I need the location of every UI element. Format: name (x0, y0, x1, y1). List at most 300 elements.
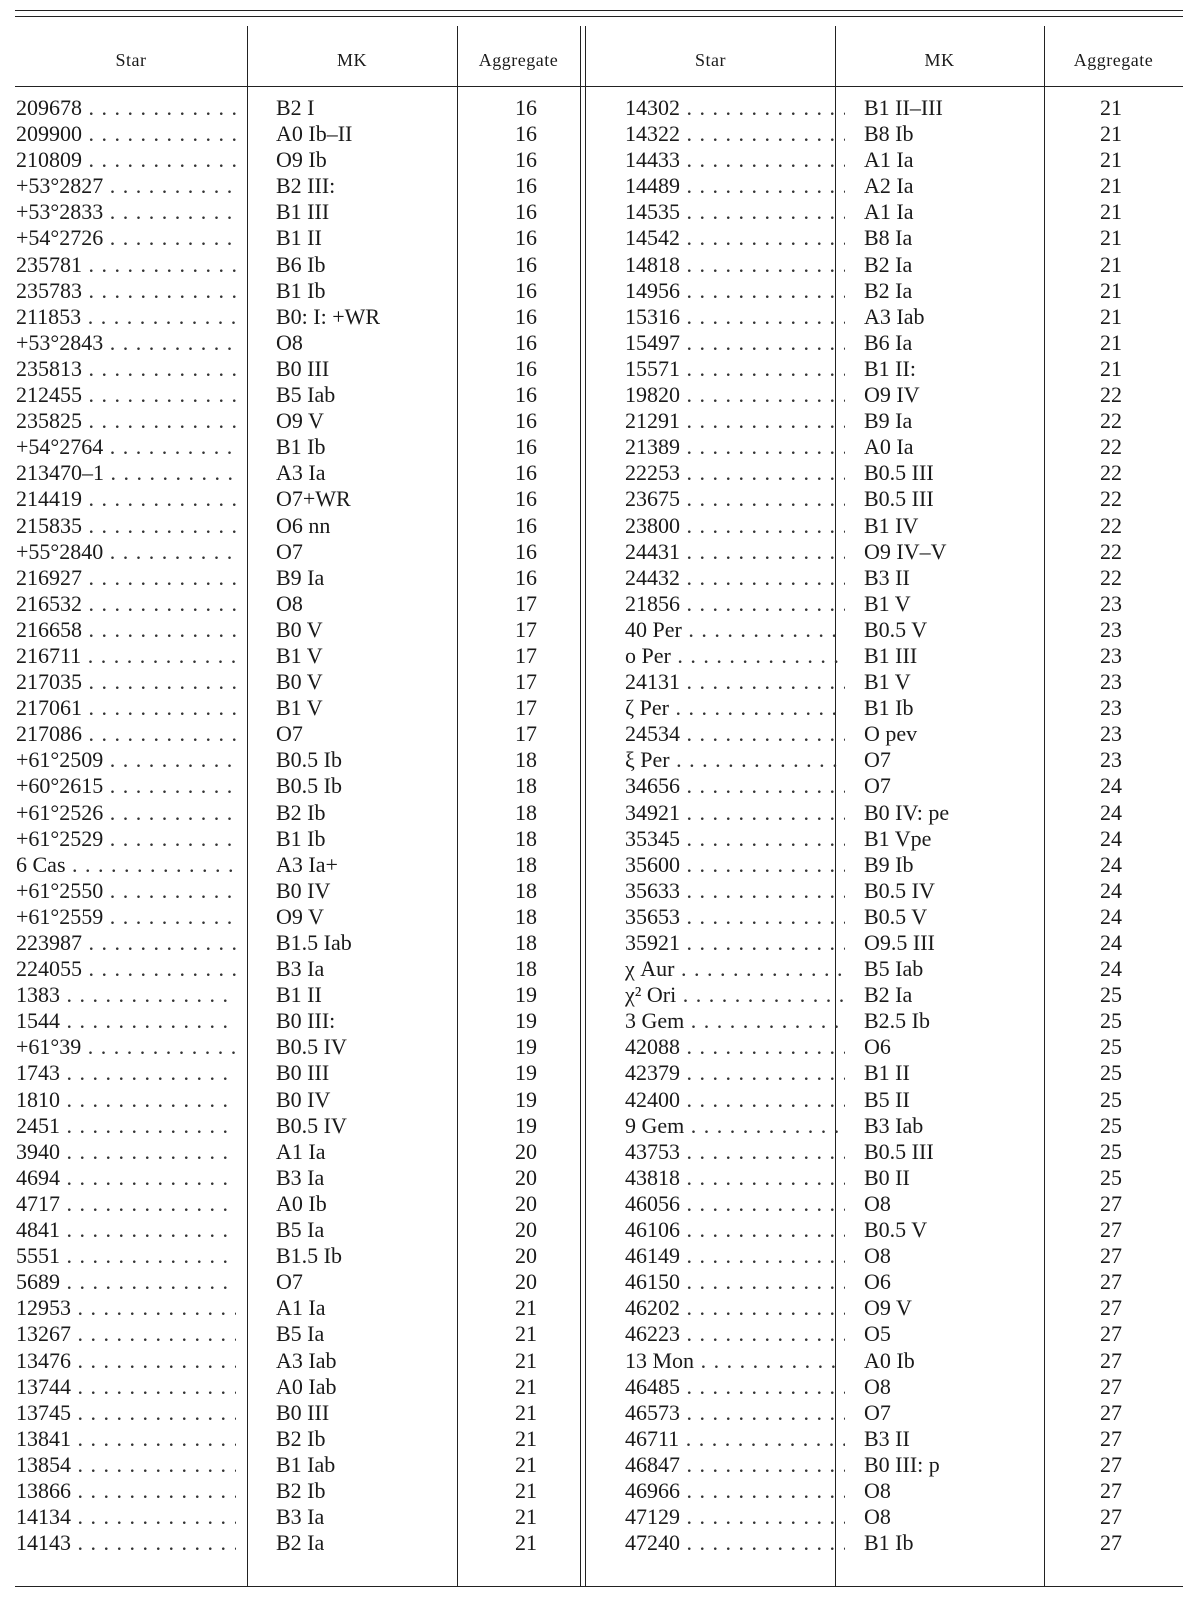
mk-cell: B1 III (864, 642, 918, 668)
mk-cell: B0 II (864, 1164, 910, 1190)
star-cell: 42379 . . . (625, 1060, 845, 1086)
mk-cell: O9 V (276, 903, 324, 929)
star-cell: 46847 . . . (625, 1452, 845, 1478)
mk-cell: B1 V (864, 590, 911, 616)
aggregate-cell: 27 (1100, 1373, 1122, 1399)
aggregate-cell: 25 (1100, 1060, 1122, 1086)
aggregate-cell: 21 (1100, 277, 1122, 303)
mk-cell: B3 Iab (864, 1112, 924, 1138)
header-aggregate-right: Aggregate (1073, 50, 1154, 70)
right-aggregate-column (1065, 95, 1122, 1556)
mk-cell: B0.5 III (864, 460, 934, 486)
aggregate-cell: 24 (1100, 930, 1122, 955)
star-cell: 47240 . . . (625, 1530, 845, 1556)
aggregate-cell: 21 (515, 1504, 537, 1530)
mk-cell: B1 V (864, 669, 911, 695)
star-cell: 15497 . . . (625, 330, 845, 356)
aggregate-cell: 27 (1100, 1295, 1122, 1321)
top-rule-inner (15, 16, 1183, 17)
aggregate-cell: 24 (1100, 825, 1122, 851)
aggregate-cell: 27 (1100, 1425, 1122, 1451)
star-cell: 13745 . . . (16, 1400, 236, 1426)
mk-cell: B0 III: (276, 1008, 336, 1034)
aggregate-cell: 24 (1100, 851, 1122, 877)
mk-cell: B2 I (276, 95, 315, 120)
mk-cell: B9 Ia (864, 408, 913, 434)
aggregate-cell: 16 (515, 355, 537, 381)
aggregate-cell: 23 (1100, 590, 1122, 616)
aggregate-cell: 24 (1100, 773, 1122, 799)
mk-cell: B1.5 Ib (276, 1243, 342, 1269)
aggregate-cell: 25 (1100, 1034, 1122, 1060)
aggregate-cell: 21 (515, 1347, 537, 1373)
star-cell: 46106 . . . (625, 1217, 845, 1243)
aggregate-cell: 21 (1100, 199, 1122, 225)
star-cell: 216711 . . . (16, 643, 236, 669)
mk-cell: B3 Ia (276, 1164, 325, 1190)
star-cell: 46150 . . . (625, 1269, 845, 1295)
aggregate-cell: 27 (1100, 1190, 1122, 1216)
star-cell: 24431 . . . (625, 539, 845, 565)
aggregate-cell: 18 (515, 773, 537, 799)
mk-cell: A1 Ia (864, 199, 914, 225)
mk-cell: B6 Ia (864, 329, 913, 355)
aggregate-cell: 16 (515, 121, 537, 147)
aggregate-cell: 25 (1100, 1138, 1122, 1164)
aggregate-cell: 20 (515, 1217, 537, 1243)
star-cell: 46149 . . . (625, 1243, 845, 1269)
mk-cell: B1 II: (864, 355, 916, 381)
star-cell: 1383 . . . (16, 982, 236, 1008)
mk-cell: O8 (864, 1477, 891, 1503)
star-cell: +61°2559 . . . (16, 904, 236, 930)
aggregate-cell: 21 (515, 1425, 537, 1451)
header-rule (15, 86, 1183, 87)
star-cell: 1810 . . . (16, 1087, 236, 1113)
aggregate-cell: 16 (515, 408, 537, 434)
aggregate-cell: 19 (515, 1008, 537, 1034)
header-mk-right: MK (924, 50, 955, 70)
star-cell: 21856 . . . (625, 591, 845, 617)
mk-cell: B5 Ia (276, 1321, 325, 1347)
aggregate-cell: 18 (515, 930, 537, 955)
aggregate-cell: 16 (515, 303, 537, 329)
aggregate-cell: 22 (1100, 486, 1122, 512)
mk-cell: O7 (276, 538, 303, 564)
star-cell: 13267 . . . (16, 1321, 236, 1347)
mk-cell: O8 (276, 329, 303, 355)
aggregate-cell: 21 (1100, 173, 1122, 199)
mk-cell: B0 IV (276, 1086, 331, 1112)
mk-cell: B5 Ia (276, 1217, 325, 1243)
left-mk-column (276, 95, 456, 1556)
aggregate-cell: 27 (1100, 1399, 1122, 1425)
aggregate-cell: 21 (515, 1530, 537, 1556)
star-cell: +61°39 . . . (16, 1034, 236, 1060)
star-cell: 235825 . . . (16, 408, 236, 434)
mk-cell: B8 Ib (864, 121, 914, 147)
aggregate-cell: 27 (1100, 1321, 1122, 1347)
aggregate-cell: 21 (515, 1373, 537, 1399)
aggregate-cell: 21 (1100, 225, 1122, 251)
star-cell: 21389 . . . (625, 434, 845, 460)
aggregate-cell: 27 (1100, 1451, 1122, 1477)
mk-cell: B0.5 III (864, 486, 934, 512)
aggregate-cell: 20 (515, 1243, 537, 1269)
header-mk-left: MK (336, 50, 367, 70)
mk-cell: B2.5 Ib (864, 1008, 930, 1034)
aggregate-cell: 21 (1100, 121, 1122, 147)
mk-cell: A0 Ib–II (276, 121, 353, 147)
mk-cell: O7+WR (276, 486, 351, 512)
mk-cell: B0 IV: pe (864, 799, 950, 825)
star-cell: 46056 . . . (625, 1191, 845, 1217)
aggregate-cell: 22 (1100, 512, 1122, 538)
mk-cell: B2 Ib (276, 1425, 326, 1451)
aggregate-cell: 21 (515, 1321, 537, 1347)
star-cell: 42400 . . . (625, 1087, 845, 1113)
star-cell: +54°2726 . . . (16, 225, 236, 251)
star-cell: 214419 . . . (16, 486, 236, 512)
mk-cell: O8 (864, 1190, 891, 1216)
star-cell: 217086 . . . (16, 721, 236, 747)
bottom-rule (15, 1586, 1183, 1587)
aggregate-cell: 24 (1100, 903, 1122, 929)
star-cell: 14542 . . . (625, 225, 845, 251)
star-cell: 43818 . . . (625, 1165, 845, 1191)
aggregate-cell: 17 (515, 695, 537, 721)
star-cell: 47129 . . . (625, 1504, 845, 1530)
right-star-column (625, 95, 830, 1556)
star-cell: +61°2529 . . . (16, 826, 236, 852)
aggregate-cell: 16 (515, 95, 537, 120)
mk-cell: B8 Ia (864, 225, 913, 251)
star-cell: 23675 . . . (625, 486, 845, 512)
mk-cell: B1 II (276, 982, 322, 1008)
star-cell: 216532 . . . (16, 591, 236, 617)
star-cell: 211853 . . . (16, 304, 236, 330)
star-cell: 23800 . . . (625, 513, 845, 539)
mk-cell: B0 V (276, 616, 323, 642)
star-cell: 5551 . . . (16, 1243, 236, 1269)
mk-cell: B0.5 V (864, 903, 928, 929)
mk-cell: O9 V (276, 408, 324, 434)
header-aggregate-left: Aggregate (478, 50, 559, 70)
aggregate-cell: 21 (1100, 95, 1122, 120)
mk-cell: B0.5 IV (276, 1034, 347, 1060)
mk-cell: O6 nn (276, 512, 331, 538)
aggregate-cell: 22 (1100, 564, 1122, 590)
aggregate-cell: 24 (1100, 956, 1122, 982)
column-divider (247, 26, 248, 1586)
mk-cell: B0 III: p (864, 1451, 940, 1477)
top-rule (15, 10, 1183, 11)
mk-cell: B2 Ia (864, 277, 913, 303)
star-cell: 46223 . . . (625, 1321, 845, 1347)
left-star-column (16, 95, 241, 1556)
mk-cell: A1 Ia (864, 147, 914, 173)
mk-cell: B1 II (276, 225, 322, 251)
aggregate-cell: 16 (515, 486, 537, 512)
star-cell: 224055 . . . (16, 956, 236, 982)
mk-cell: A1 Ia (276, 1138, 326, 1164)
mk-cell: B0.5 IV (276, 1112, 347, 1138)
mk-cell: B3 Ia (276, 1504, 325, 1530)
mk-cell: B2 III: (276, 173, 336, 199)
mk-cell: B2 Ia (864, 982, 913, 1008)
star-cell: ξ Per . . . (625, 747, 845, 773)
aggregate-cell: 19 (515, 1034, 537, 1060)
star-cell: 24432 . . . (625, 565, 845, 591)
star-cell: 46485 . . . (625, 1374, 845, 1400)
star-cell: 9 Gem . . . (625, 1113, 845, 1139)
header-star-left: Star (115, 50, 147, 70)
mk-cell: O7 (864, 773, 891, 799)
mk-cell: B0.5 Ib (276, 747, 342, 773)
aggregate-cell: 23 (1100, 669, 1122, 695)
mk-cell: O7 (864, 1399, 891, 1425)
star-cell: 235781 . . . (16, 252, 236, 278)
mk-cell: B1 II–III (864, 95, 943, 120)
mk-cell: A3 Iab (276, 1347, 337, 1373)
aggregate-cell: 17 (515, 669, 537, 695)
star-cell: 35653 . . . (625, 904, 845, 930)
star-cell: 4694 . . . (16, 1165, 236, 1191)
star-cell: 14535 . . . (625, 199, 845, 225)
aggregate-cell: 16 (515, 382, 537, 408)
star-cell: 217061 . . . (16, 695, 236, 721)
aggregate-cell: 21 (515, 1451, 537, 1477)
aggregate-cell: 17 (515, 642, 537, 668)
mk-cell: O8 (864, 1373, 891, 1399)
star-cell: 235813 . . . (16, 356, 236, 382)
aggregate-cell: 22 (1100, 434, 1122, 460)
star-cell: +55°2840 . . . (16, 539, 236, 565)
star-cell: 4717 . . . (16, 1191, 236, 1217)
star-cell: 22253 . . . (625, 460, 845, 486)
star-cell: 5689 . . . (16, 1269, 236, 1295)
aggregate-cell: 27 (1100, 1243, 1122, 1269)
star-cell: 2451 . . . (16, 1113, 236, 1139)
mk-cell: O7 (276, 721, 303, 747)
star-cell: 12953 . . . (16, 1295, 236, 1321)
aggregate-cell: 21 (1100, 355, 1122, 381)
mk-cell: B2 Ia (864, 251, 913, 277)
star-cell: ζ Per . . . (625, 695, 845, 721)
star-cell: 209678 . . . (16, 95, 236, 121)
mk-cell: O9 Ib (276, 147, 327, 173)
mk-cell: O5 (864, 1321, 891, 1347)
mk-cell: B1 V (276, 642, 323, 668)
mk-cell: B5 Iab (864, 956, 924, 982)
column-divider (457, 26, 458, 1586)
aggregate-cell: 16 (515, 199, 537, 225)
star-cell: χ Aur . . . (625, 956, 845, 982)
mk-cell: B0 V (276, 669, 323, 695)
mk-cell: A0 Iab (276, 1373, 337, 1399)
aggregate-cell: 19 (515, 1112, 537, 1138)
mk-cell: O7 (276, 1269, 303, 1295)
star-cell: 24131 . . . (625, 669, 845, 695)
mk-cell: B1 Ib (276, 434, 326, 460)
mk-cell: O9 V (864, 1295, 912, 1321)
aggregate-cell: 25 (1100, 1112, 1122, 1138)
mk-cell: B0.5 IV (864, 877, 935, 903)
mk-cell: B9 Ib (864, 851, 914, 877)
aggregate-cell: 21 (1100, 147, 1122, 173)
aggregate-cell: 27 (1100, 1477, 1122, 1503)
mk-cell: B6 Ib (276, 251, 326, 277)
aggregate-cell: 24 (1100, 877, 1122, 903)
aggregate-cell: 23 (1100, 721, 1122, 747)
aggregate-cell: 17 (515, 590, 537, 616)
aggregate-cell: 17 (515, 616, 537, 642)
aggregate-cell: 18 (515, 956, 537, 982)
mk-cell: B1 Ib (864, 1530, 914, 1556)
star-cell: 3940 . . . (16, 1139, 236, 1165)
mk-cell: B0.5 III (864, 1138, 934, 1164)
aggregate-cell: 21 (1100, 303, 1122, 329)
star-cell: 24534 . . . (625, 721, 845, 747)
star-cell: 13476 . . . (16, 1348, 236, 1374)
aggregate-cell: 27 (1100, 1530, 1122, 1556)
star-cell: 46573 . . . (625, 1400, 845, 1426)
aggregate-cell: 20 (515, 1164, 537, 1190)
aggregate-cell: 18 (515, 825, 537, 851)
right-mk-column (864, 95, 1042, 1556)
mk-cell: B3 Ia (276, 956, 325, 982)
aggregate-cell: 25 (1100, 1008, 1122, 1034)
star-cell: 235783 . . . (16, 278, 236, 304)
column-divider (1044, 26, 1045, 1586)
mk-cell: B0 III (276, 1399, 330, 1425)
mk-cell: B1 Vpe (864, 825, 932, 851)
mk-cell: B0 III (276, 355, 330, 381)
left-aggregate-column (480, 95, 537, 1556)
mk-cell: O9 IV–V (864, 538, 947, 564)
star-cell: 13744 . . . (16, 1374, 236, 1400)
star-cell: 46202 . . . (625, 1295, 845, 1321)
star-cell: +53°2827 . . . (16, 173, 236, 199)
aggregate-cell: 22 (1100, 382, 1122, 408)
aggregate-cell: 16 (515, 225, 537, 251)
star-cell: +54°2764 . . . (16, 434, 236, 460)
aggregate-cell: 25 (1100, 1164, 1122, 1190)
star-cell: 14433 . . . (625, 147, 845, 173)
star-cell: 14322 . . . (625, 121, 845, 147)
star-cell: 13854 . . . (16, 1452, 236, 1478)
mk-cell: B1 Ib (864, 695, 914, 721)
star-cell: 40 Per . . . (625, 617, 845, 643)
aggregate-cell: 18 (515, 851, 537, 877)
star-cell: 19820 . . . (625, 382, 845, 408)
mk-cell: A3 Iab (864, 303, 925, 329)
aggregate-cell: 23 (1100, 747, 1122, 773)
mk-cell: B0 IV (276, 877, 331, 903)
star-cell: 14956 . . . (625, 278, 845, 304)
aggregate-cell: 19 (515, 1060, 537, 1086)
aggregate-cell: 20 (515, 1138, 537, 1164)
star-cell: +61°2509 . . . (16, 747, 236, 773)
mk-cell: O pev (864, 721, 918, 747)
aggregate-cell: 22 (1100, 460, 1122, 486)
aggregate-cell: 21 (515, 1295, 537, 1321)
mk-cell: B2 Ib (276, 799, 326, 825)
star-cell: +53°2833 . . . (16, 199, 236, 225)
star-cell: +60°2615 . . . (16, 773, 236, 799)
aggregate-cell: 18 (515, 747, 537, 773)
star-cell: 14818 . . . (625, 252, 845, 278)
star-cell: +53°2843 . . . (16, 330, 236, 356)
aggregate-cell: 18 (515, 903, 537, 929)
mk-cell: A0 Ib (276, 1190, 327, 1216)
aggregate-cell: 24 (1100, 799, 1122, 825)
aggregate-cell: 20 (515, 1190, 537, 1216)
mk-cell: O8 (864, 1243, 891, 1269)
star-cell: 15316 . . . (625, 304, 845, 330)
aggregate-cell: 22 (1100, 538, 1122, 564)
mk-cell: B1 IV (864, 512, 919, 538)
mk-cell: B1 Iab (276, 1451, 336, 1477)
aggregate-cell: 25 (1100, 1086, 1122, 1112)
star-cell: 35633 . . . (625, 878, 845, 904)
aggregate-cell: 21 (1100, 251, 1122, 277)
star-cell: +61°2526 . . . (16, 800, 236, 826)
mk-cell: O6 (864, 1269, 891, 1295)
star-cell: 14143 . . . (16, 1530, 236, 1556)
aggregate-cell: 23 (1100, 642, 1122, 668)
mk-cell: B0.5 V (864, 616, 928, 642)
mk-cell: B0: I: +WR (276, 303, 381, 329)
star-cell: 42088 . . . (625, 1034, 845, 1060)
mk-cell: B0.5 V (864, 1217, 928, 1243)
star-cell: 35600 . . . (625, 852, 845, 878)
mk-cell: A0 Ib (864, 1347, 915, 1373)
aggregate-cell: 27 (1100, 1504, 1122, 1530)
mk-cell: O8 (864, 1504, 891, 1530)
mk-cell: B2 Ib (276, 1477, 326, 1503)
star-cell: 14489 . . . (625, 173, 845, 199)
aggregate-cell: 22 (1100, 408, 1122, 434)
aggregate-cell: 16 (515, 251, 537, 277)
star-cell: 13841 . . . (16, 1426, 236, 1452)
star-cell: 209900 . . . (16, 121, 236, 147)
star-cell: 1544 . . . (16, 1008, 236, 1034)
mk-cell: A3 Ia (276, 460, 326, 486)
mk-cell: B0.5 Ib (276, 773, 342, 799)
aggregate-cell: 17 (515, 721, 537, 747)
aggregate-cell: 21 (515, 1477, 537, 1503)
aggregate-cell: 25 (1100, 982, 1122, 1008)
mk-cell: O9.5 III (864, 930, 935, 955)
star-cell: 35345 . . . (625, 826, 845, 852)
aggregate-cell: 16 (515, 460, 537, 486)
mk-cell: B1 III (276, 199, 330, 225)
mk-cell: O6 (864, 1034, 891, 1060)
star-cell: 21291 . . . (625, 408, 845, 434)
star-cell: +61°2550 . . . (16, 878, 236, 904)
star-cell: 34656 . . . (625, 773, 845, 799)
aggregate-cell: 16 (515, 329, 537, 355)
aggregate-cell: 16 (515, 277, 537, 303)
star-cell: 34921 . . . (625, 800, 845, 826)
mk-cell: B1 Ib (276, 277, 326, 303)
star-cell: 216658 . . . (16, 617, 236, 643)
aggregate-cell: 18 (515, 799, 537, 825)
mk-cell: B5 Iab (276, 382, 336, 408)
aggregate-cell: 19 (515, 1086, 537, 1112)
aggregate-cell: 27 (1100, 1217, 1122, 1243)
